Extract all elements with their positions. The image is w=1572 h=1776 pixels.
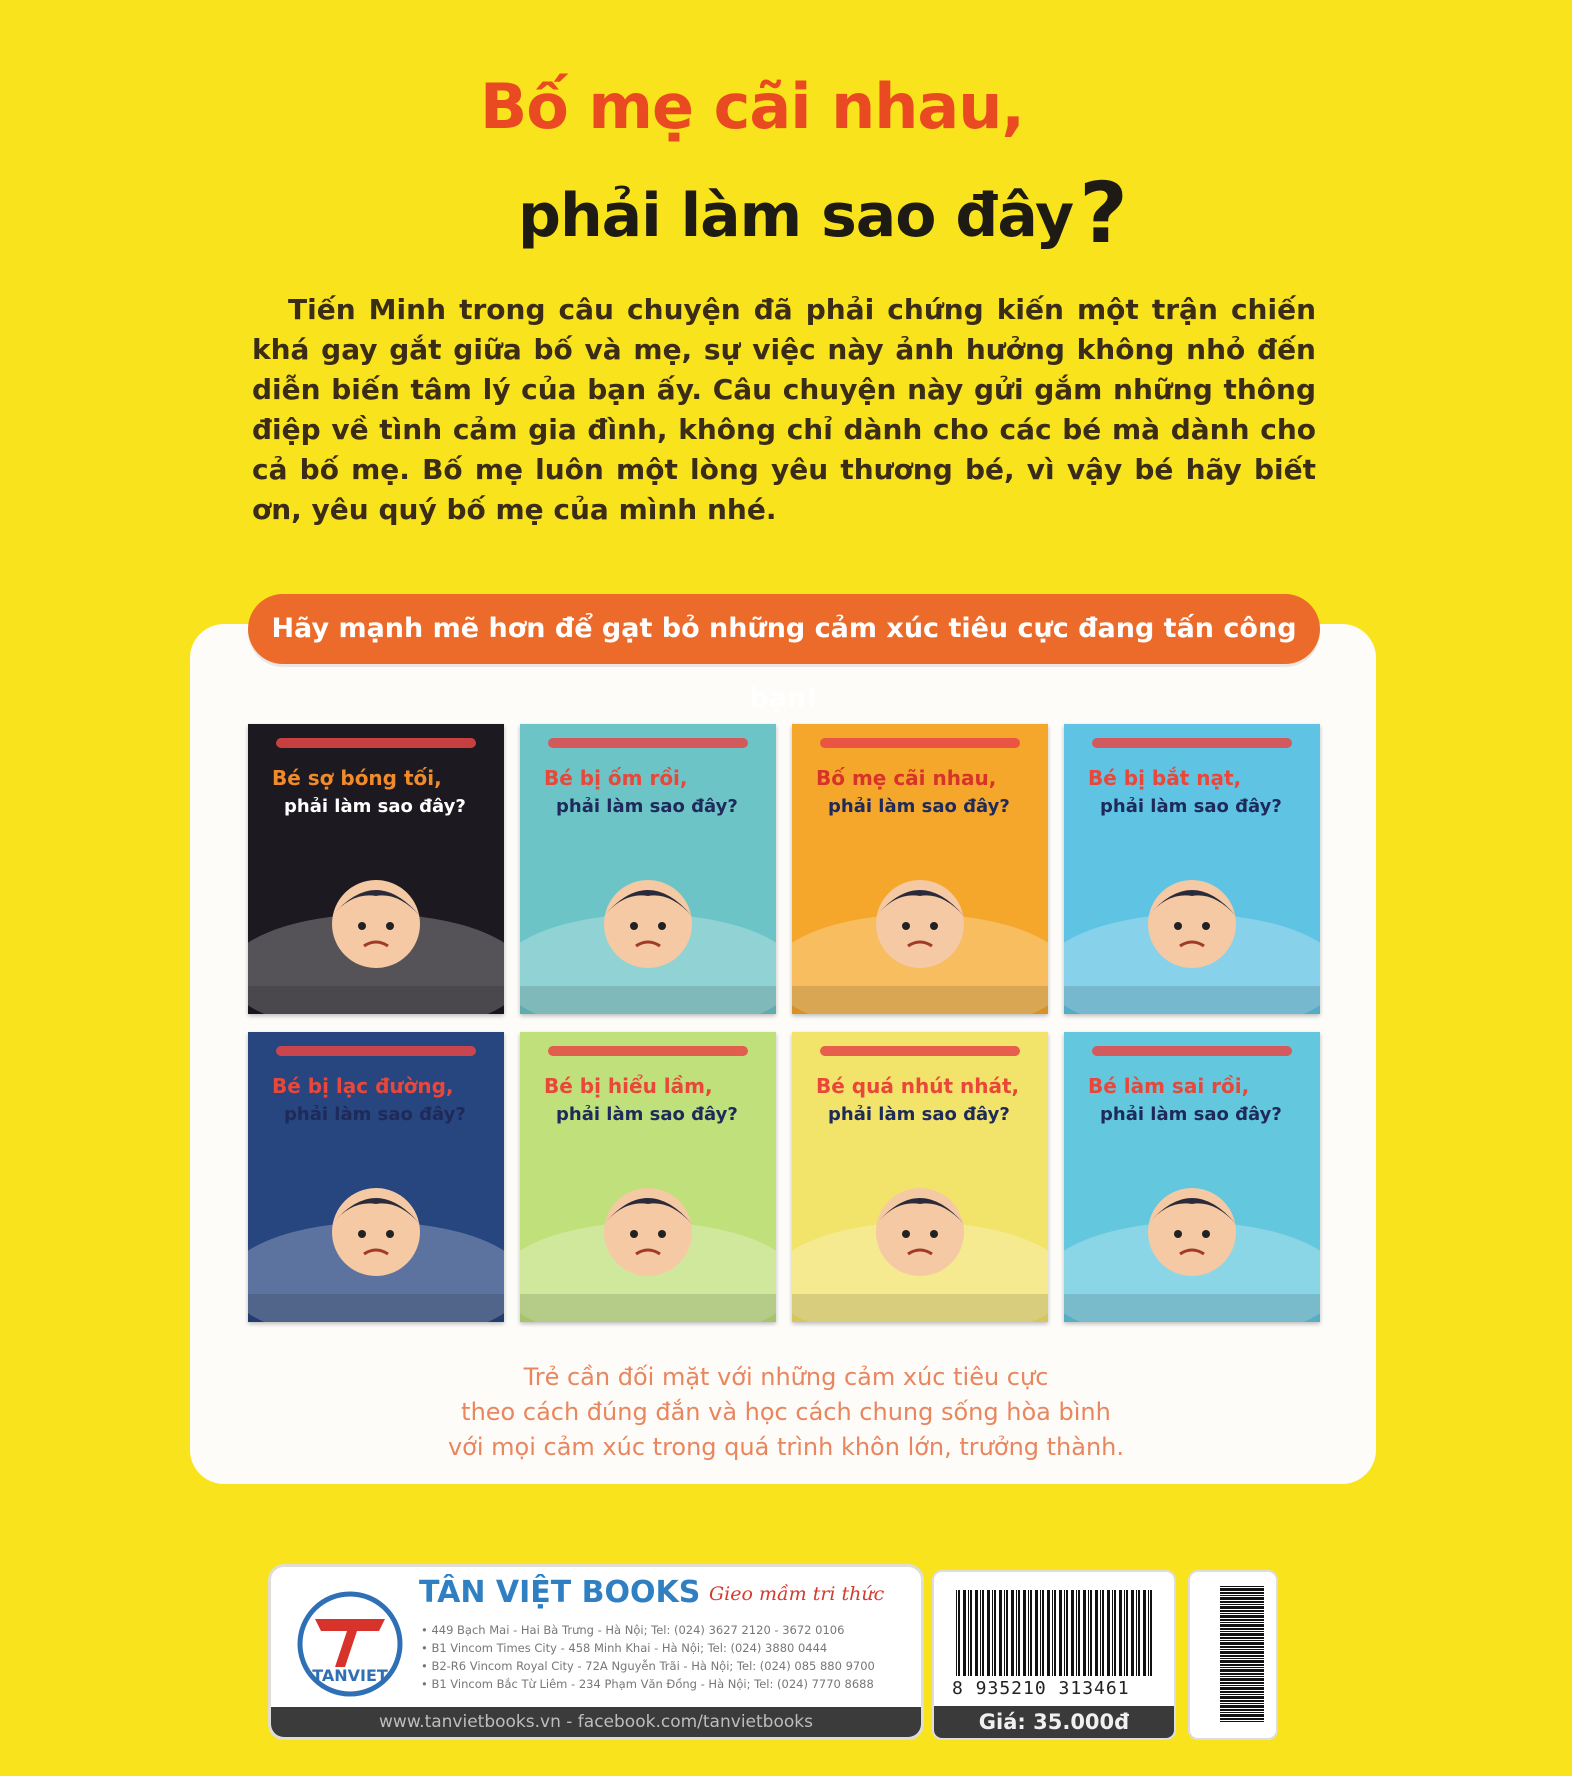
- series-strip: [276, 1046, 476, 1056]
- cover-title: Bé bị lạc đường,: [272, 1074, 454, 1098]
- address-line: • B1 Vincom Times City - 458 Minh Khai - Hà Nội; Tel: (024) 3880 0444: [421, 1641, 828, 1655]
- barcode-number: 8 935210 313461: [952, 1678, 1130, 1699]
- book-cover: [1064, 1032, 1320, 1322]
- cover-title: Bé bị bắt nạt,: [1088, 766, 1242, 790]
- series-strip: [276, 738, 476, 748]
- title-line-2-text: phải làm sao đây: [518, 181, 1074, 251]
- book-cover: [248, 1032, 504, 1322]
- publisher-addresses: [421, 1621, 875, 1693]
- publisher-slogan: Gieo mầm tri thức: [709, 1583, 885, 1605]
- cover-subtitle: phải làm sao đây?: [828, 796, 1010, 817]
- price-label: Giá: 35.000đ: [934, 1706, 1174, 1738]
- book-cover: [792, 1032, 1048, 1322]
- publisher-name: TÂN VIỆT BOOKS: [419, 1575, 701, 1610]
- book-cover: [520, 724, 776, 1014]
- cover-title: Bé bị hiểu lầm,: [544, 1074, 713, 1098]
- cover-title: Bé quá nhút nhát,: [816, 1074, 1020, 1098]
- address-line: • 449 Bạch Mai - Hai Bà Trưng - Hà Nội; Tel: (024) 3627 2120 - 3672 0106: [421, 1623, 845, 1637]
- book-cover: [520, 1032, 776, 1322]
- address-line: • B1 Vincom Bắc Từ Liêm - 234 Phạm Văn Đồng - Hà Nội; Tel: (024) 7770 8688: [421, 1677, 874, 1691]
- barcode-icon: [934, 1572, 1174, 1682]
- cover-title: Bố mẹ cãi nhau,: [816, 766, 997, 790]
- cover-subtitle: phải làm sao đây?: [556, 1104, 738, 1125]
- series-footer-text: [0, 1360, 1572, 1465]
- book-cover: [792, 724, 1048, 1014]
- svg-text:TANVIET: TANVIET: [312, 1666, 388, 1685]
- cover-title: Bé làm sai rồi,: [1088, 1074, 1250, 1098]
- series-strip: [1092, 1046, 1292, 1056]
- footer-line: Trẻ cần đối mặt với những cảm xúc tiêu cực: [523, 1363, 1049, 1391]
- cover-subtitle: phải làm sao đây?: [828, 1104, 1010, 1125]
- cover-subtitle: phải làm sao đây?: [284, 796, 466, 817]
- cover-title: Bé sợ bóng tối,: [272, 766, 442, 790]
- title-line-2: [518, 158, 1127, 262]
- title-question-mark: ?: [1079, 164, 1127, 262]
- series-strip: [548, 1046, 748, 1056]
- cover-subtitle: phải làm sao đây?: [284, 1104, 466, 1125]
- synopsis-paragraph: Tiến Minh trong câu chuyện đã phải chứng kiến một trận chiến khá gay gắt giữa bố và mẹ, sự việc này ảnh hưởng không nhỏ đến diễn biến tâm lý của bạn ấy. Câu chuyện này gửi gắm những thông điệp về tình cảm gia đình, không chỉ dành cho các bé mà dành cho cả bố mẹ. Bố mẹ luôn một lòng yêu thương bé, vì vậy bé hãy biết ơn, yêu quý bố mẹ của mình nhé.: [252, 293, 1316, 526]
- book-cover: [248, 724, 504, 1014]
- cover-subtitle: phải làm sao đây?: [1100, 796, 1282, 817]
- footer-line: theo cách đúng đắn và học cách chung sống hòa bình: [461, 1398, 1111, 1426]
- series-strip: [548, 738, 748, 748]
- barcode-block: [932, 1570, 1176, 1740]
- book-cover: [1064, 724, 1320, 1014]
- vertical-barcode-icon: [1190, 1572, 1276, 1738]
- series-banner: Hãy mạnh mẽ hơn để gạt bỏ những cảm xúc tiêu cực đang tấn công bạn!: [248, 594, 1320, 664]
- tanviet-logo: [295, 1589, 405, 1699]
- cover-title: Bé bị ốm rồi,: [544, 766, 688, 790]
- title-line-1: Bố mẹ cãi nhau,: [480, 70, 1024, 143]
- series-strip: [820, 738, 1020, 748]
- footer-line: với mọi cảm xúc trong quá trình khôn lớn, trưởng thành.: [447, 1433, 1125, 1461]
- cover-subtitle: phải làm sao đây?: [1100, 1104, 1282, 1125]
- cover-subtitle: phải làm sao đây?: [556, 796, 738, 817]
- publisher-block: [268, 1564, 924, 1740]
- address-line: • B2-R6 Vincom Royal City - 72A Nguyễn Trãi - Hà Nội; Tel: (024) 085 880 9700: [421, 1659, 875, 1673]
- isbn-barcode-block: [1188, 1570, 1278, 1740]
- publisher-web: www.tanvietbooks.vn - facebook.com/tanvietbooks: [271, 1707, 921, 1737]
- series-strip: [1092, 738, 1292, 748]
- series-strip: [820, 1046, 1020, 1056]
